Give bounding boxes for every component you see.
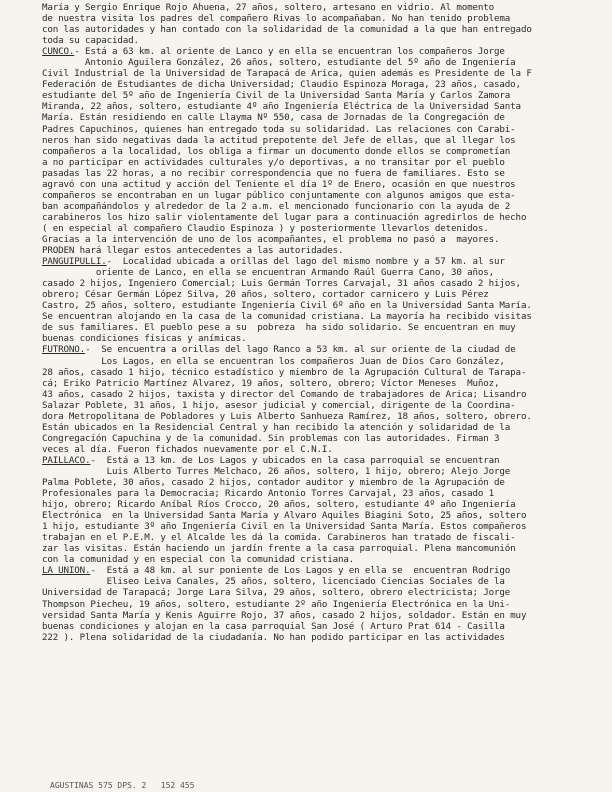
text-line: casado 2 hijos, Ingeniero Comercial; Luis Germán Torres Carvajal, 31 años casado 2 hijos, [42, 278, 521, 290]
text-line: de nuestra visita los padres del compañero Rivas lo acompañaban. No han tenido problema [42, 13, 511, 25]
text-line: 43 años, casado 2 hijos, taxista y director del Comando de trabajadores de Arica; Lisandro [42, 388, 527, 400]
text-line: Federación de Estudiantes de dicha Universidad; Claudio Espinoza Moraga, 23 años, casado, [42, 79, 521, 91]
text-line: 28 años, casado 1 hijo, técnico estadístico y miembro de la Agrupación Cultural de Tarapa- [42, 366, 527, 378]
text-line: veces al día. Fueron fichados nuevamente por el C.N.I. [42, 443, 333, 455]
text-line: Civil Industrial de la Universidad de Tarapacá de Arica, quien además es Presidente de la F [42, 68, 532, 80]
text-line: cá; Eriko Patricio Martínez Alvarez, 19 años, soltero, obrero; Víctor Meneses Muñoz, [42, 377, 500, 389]
text-line: toda su capacidad. [42, 35, 139, 47]
text-line: compañeros a la localidad, los obliga a firmar un documento donde ellos se comprometían [42, 145, 511, 157]
text-line: con las autoridades y han contado con la solidaridad de la comunidad a la que han entregado [42, 24, 532, 36]
text-line: 222 ). Plena solidaridad de la ciudadanía. No han podido participar en las actividades [42, 631, 505, 643]
text-line: buenas condiciones físicas y anímicas. [42, 333, 247, 345]
text-line: estudiante del 5º año de Ingeniería Civil de la Universidad Santa María y Carlos Zamora [42, 90, 511, 102]
text-line: Padres Capuchinos, quienes han entregado toda su solidaridad. Las relaciones con Carabi- [42, 123, 516, 135]
text-line: PANGUIPULLI.- Localidad ubicada a orillas del lago del mismo nombre y a 57 km. al sur [42, 256, 505, 268]
right-margin-shadow [582, 0, 612, 792]
text-line: Thompson Piecheu, 19 años, soltero, estudiante 2º año Ingeniería Electrónica en la Uni- [42, 598, 511, 610]
text-line: Eliseo Leiva Canales, 25 años, soltero, licenciado Ciencias Sociales de la [42, 576, 505, 588]
text-line: Los Lagos, en ella se encuentran los compañeros Juan de Dios Caro González, [42, 355, 505, 367]
section-heading: FUTRONO. [42, 344, 86, 356]
text-line: María y Sergio Enrique Rojo Ahuena, 27 años, soltero, artesano en vidrio. Al momento [42, 2, 495, 13]
text-line: Profesionales para la Democracia; Ricardo Antonio Torres Carvajal, 23 años, casado 1 [42, 488, 495, 500]
text-line: pasadas las 22 horas, a no recibir correspondencia que no fuera de familiares. Esto se [42, 167, 505, 179]
text-line: 1 hijo, estudiante 3º año Ingeniería Civil en la Universidad Santa María. Estos compañeros [42, 521, 527, 533]
text-line: dora Metropolitana de Pobladores y Luis Alberto Sanhueza Ramírez, 18 años, soltero, obrero. [42, 410, 532, 422]
text-line: FUTRONO.- Se encuentra a orillas del lago Ranco a 53 km. al sur oriente de la ciudad de [42, 344, 516, 356]
text-line: Electrónica en la Universidad Santa María y Alvaro Aquiles Biagini Soto, 25 años, soltero [42, 510, 527, 522]
text-line: de sus familiares. El pueblo pese a su pobreza ha sido solidario. Se encuentran en muy [42, 322, 516, 334]
text-line: Gracias a la intervención de uno de los acompañantes, el problema no pasó a mayores. [42, 233, 500, 245]
body-text [42, 2, 608, 643]
text-line: buenas condiciones y alojan en la casa parroquial San José ( Arturo Prat 614 - Casilla [42, 620, 505, 632]
footer-address: AGUSTINAS 575 DPS. 2 152 455 [50, 781, 195, 790]
text-line: PRODEN hará llegar estos antecedentes a las autoridades. [42, 245, 344, 257]
text-line: Luis Alberto Turres Melchaco, 26 años, soltero, 1 hijo, obrero; Alejo Jorge [42, 465, 511, 477]
text-line: trabajan en el P.E.M. y el Alcalde les dá la comida. Carabineros han tratado de fiscali- [42, 532, 516, 544]
text-line: a no participar en actividades culturales y/o deportivas, a no transitar por el pueblo [42, 156, 505, 168]
text-line: María. Están residiendo en calle Llayma Nº 550, casa de Jornadas de la Congregación de [42, 112, 505, 124]
text-line: ( en especial al compañero Claudio Espinoza ) y posteriormente llevarlos detenidos. [42, 222, 489, 234]
text-line: Universidad de Tarapacá; Jorge Lara Silva, 29 años, soltero, obrero electricista; Jorge [42, 587, 511, 599]
text-line: Salazar Poblete, 31 años, 1 hijo, asesor judicial y comercial, dirigente de la Coordina- [42, 399, 516, 411]
text-line: obrero; César Germán López Silva, 20 años, soltero, cortador carnicero y Luis Pérez [42, 289, 489, 301]
text-line: Palma Poblete, 30 años, casado 2 hijos, contador auditor y miembro de la Agrupación de [42, 477, 505, 489]
text-line: Miranda, 22 años, soltero, estudiante 4º año Ingeniería Eléctrica de la Universidad Santa [42, 101, 521, 113]
text-line: compañeros se encontraban en un lugar público conjuntamente con algunos amigos que esta- [42, 189, 516, 201]
text-line: Antonio Aguilera González, 26 años, soltero, estudiante del 5º año de Ingeniería [42, 57, 516, 69]
section-heading: LA UNION. [42, 565, 91, 577]
text-line: agravó con una actitud y acción del Teniente el día 1º de Enero, ocasión en que nuestros [42, 178, 516, 190]
text-line: con la comunidad y en especial con la comunidad cristiana. [42, 554, 355, 566]
text-line: Congregación Capuchina y de la comunidad. Sin problemas con las autoridades. Firman 3 [42, 432, 500, 444]
section-heading: CUNCO. [42, 46, 75, 58]
text-line: versidad Santa María y Kenis Aguirre Rojo, 37 años, casado 2 hijos, soldador. Están en muy [42, 609, 527, 621]
text-line: Castro, 25 años, soltero, estudiante Ingeniería Civil 6º año en la Universidad Santa María. [42, 300, 532, 312]
text-line: LA UNION.- Está a 48 km. al sur poniente de Los Lagos y en ella se encuentran Rodrigo [42, 565, 511, 577]
section-heading: PANGUIPULLI. [42, 256, 107, 268]
section-heading: PAILLACO. [42, 454, 91, 466]
text-line: hijo, obrero; Ricardo Aníbal Ríos Crocco, 20 años, soltero, estudiante 4º año Ingeniería [42, 499, 516, 511]
text-line: CUNCO.- Está a 63 km. al oriente de Lanco y en ella se encuentran los compañeros Jorge [42, 46, 505, 58]
text-line: Se encuentran alojando en la casa de la comunidad cristiana. La mayoría ha recibido visitas [42, 311, 532, 323]
text-line: neros han sido negativas dada la actitud prepotente del Jefe de ellas, que al llegar los [42, 134, 516, 146]
text-line: zar las visitas. Están haciendo un jardín frente a la casa parroquial. Plena mancomunión [42, 543, 516, 555]
text-line: Están ubicados en la Residencial Central y han recibido la atención y solidaridad de la [42, 421, 511, 433]
text-line: oriente de Lanco, en ella se encuentran Armando Raúl Guerra Cano, 30 años, [42, 267, 495, 279]
text-line: ban acompañándolos y alrededor de la 2 a.m. el mencionado funcionario con la ayuda de 2 [42, 200, 511, 212]
text-line: PAILLACO.- Está a 13 km. de Los Lagos y ubicados en la casa parroquial se encuentran [42, 454, 500, 466]
text-line: carabineros los hizo salir violentamente del lugar para a continuación agredirlos de hecho [42, 211, 527, 223]
